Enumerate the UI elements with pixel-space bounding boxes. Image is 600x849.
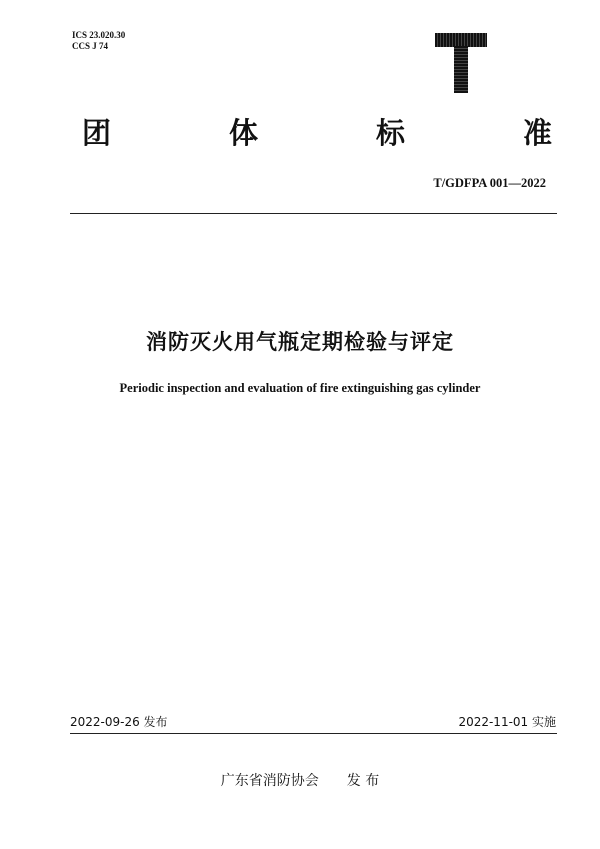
document-type-char: 准 bbox=[522, 116, 552, 150]
ccs-code: CCS J 74 bbox=[72, 41, 109, 51]
top-divider bbox=[70, 213, 557, 214]
t-logo-crossbar bbox=[435, 33, 487, 47]
document-type-char: 体 bbox=[228, 116, 258, 150]
implementation-date: 2022-11-01 实施 bbox=[458, 715, 556, 729]
publish-date: 2022-09-26 发布 bbox=[70, 715, 168, 729]
ics-code: ICS 23.020.30 bbox=[72, 30, 126, 40]
title-chinese: 消防灭火用气瓶定期检验与评定 bbox=[146, 330, 454, 354]
classification-codes bbox=[72, 30, 125, 52]
document-type bbox=[82, 113, 552, 153]
publisher-name: 广东省消防协会 bbox=[220, 773, 319, 789]
publisher-line bbox=[0, 770, 600, 790]
t-logo-stem bbox=[454, 46, 468, 93]
bottom-divider bbox=[70, 733, 557, 734]
title-english: Periodic inspection and evaluation of fire extinguishing gas cylinder bbox=[119, 381, 481, 395]
publisher-action: 发 布 bbox=[346, 773, 380, 789]
standard-t-logo bbox=[435, 33, 487, 93]
standard-number: T/GDFPA 001—2022 bbox=[433, 176, 546, 190]
document-type-char: 标 bbox=[375, 116, 405, 150]
document-type-char: 团 bbox=[82, 116, 112, 150]
